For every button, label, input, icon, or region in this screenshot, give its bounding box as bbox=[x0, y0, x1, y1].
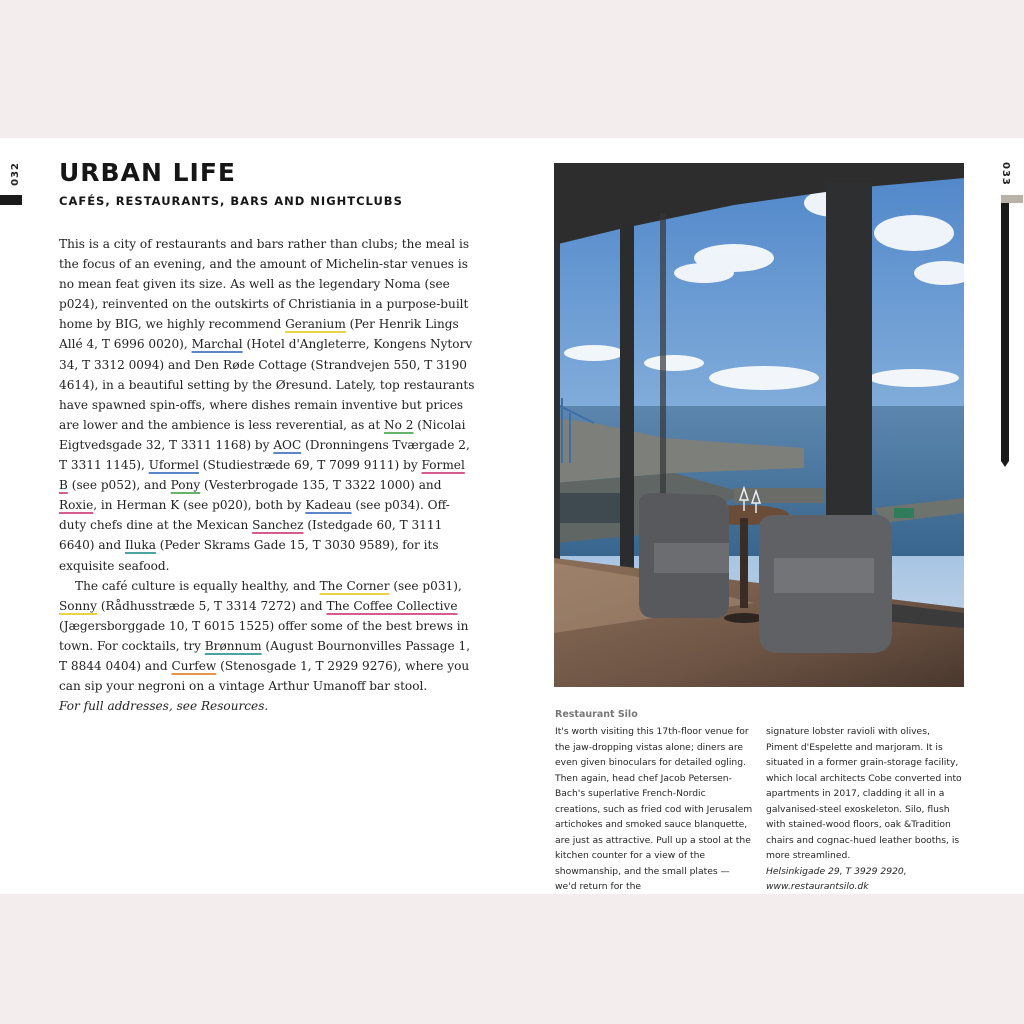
venue-link-bronnum[interactable]: Brønnum bbox=[204, 638, 262, 653]
text-run: , in Herman K (see p020), both by bbox=[93, 498, 306, 513]
venue-link-sonny[interactable]: Sonny bbox=[59, 598, 97, 613]
text-run: (Stenosgade 1, T 2929 9276), where you can sip your negroni on a vintage Arthur Umanoff bar stool. bbox=[59, 658, 470, 694]
right-page-number: 033 bbox=[1000, 162, 1011, 186]
text-run: (Dronningens Tværgade 2, T 3311 1145), bbox=[59, 437, 470, 473]
text-run: (see p052), and bbox=[67, 478, 171, 493]
text-run: (see p034). Off-duty chefs dine at the Mexican bbox=[59, 498, 450, 533]
text-run: (Rådhusstræde 5, T 3314 7272) and bbox=[96, 598, 327, 613]
text-run: This is a city of restaurants and bars rather than clubs; the meal is the focus of an evening, and the amount of Michelin-star venues is no mean feat given its size. As well as the legendary Noma (see p024), reinvented on the outskirts of Christiania in a purpose-built home by BIG, we highly recommend bbox=[59, 237, 470, 332]
text-run: (see p031), bbox=[389, 578, 462, 593]
venue-link-sanchez[interactable]: Sanchez bbox=[252, 518, 304, 533]
venue-link-pony[interactable]: Pony bbox=[170, 478, 201, 493]
caption-column-2 bbox=[766, 724, 964, 895]
venue-link-uformel[interactable]: Uformel bbox=[148, 458, 199, 473]
venue-link-formel-b[interactable]: Formel B bbox=[59, 458, 465, 493]
venue-link-iluka[interactable]: Iluka bbox=[124, 538, 156, 553]
venue-link-aoc[interactable]: AOC bbox=[273, 437, 302, 452]
caption-title: Restaurant Silo bbox=[555, 709, 638, 720]
text-run: (Vesterbrogade 135, T 3322 1000) and bbox=[200, 478, 442, 493]
restaurant-photo-illustration bbox=[554, 163, 964, 687]
page-subtitle: CAFÉS, RESTAURANTS, BARS AND NIGHTCLUBS bbox=[59, 194, 403, 208]
right-rail-accent bbox=[1001, 195, 1023, 203]
caption-website-link[interactable]: www.restaurantsilo.dk bbox=[766, 881, 869, 892]
body-footnote bbox=[59, 696, 475, 716]
page-title: URBAN LIFE bbox=[59, 158, 236, 187]
venue-link-geranium[interactable]: Geranium bbox=[285, 317, 346, 332]
venue-link-no2[interactable]: No 2 bbox=[384, 417, 414, 432]
text-run: (August Bournonvilles Passage 1, T 8844 0404) and bbox=[59, 638, 471, 673]
venue-link-coffee-collective[interactable]: The Coffee Collective bbox=[326, 598, 458, 613]
text-run: (Peder Skrams Gade 15, T 3030 9589), for its exquisite seafood. bbox=[59, 538, 439, 573]
text-run: (Istedgade 60, T 3111 6640) and bbox=[59, 518, 443, 553]
text-run: The café culture is equally healthy, and bbox=[75, 578, 320, 593]
venue-link-curfew[interactable]: Curfew bbox=[171, 658, 217, 673]
caption-address: Helsinkigade 29, T 3929 2920, bbox=[766, 865, 907, 877]
venue-link-kadeau[interactable]: Kadeau bbox=[305, 498, 352, 513]
venue-link-the-corner[interactable]: The Corner bbox=[319, 578, 390, 593]
text-run: (Hotel d'Angleterre, Kongens Nytorv 34, T 3312 0094) and Den Røde Cottage (Strandvejen 550, T 3190 4614), in a beautiful setting by the Øresund. Lately, top restaurants have spawned spin-offs, where dishes remain inventive but prices are lower and the ambience is less reverential, as at bbox=[59, 337, 475, 432]
body-paragraph-1 bbox=[59, 234, 475, 576]
book-spread bbox=[0, 138, 1024, 894]
body-paragraph-2 bbox=[59, 576, 475, 697]
text-run: (Per Henrik Lings Allé 4, T 6996 0020), bbox=[59, 317, 459, 352]
venue-link-roxie[interactable]: Roxie bbox=[59, 498, 94, 513]
footnote-text: For full addresses, see Resources. bbox=[59, 699, 269, 714]
text-run: (Studiestræde 69, T 7099 9111) by bbox=[198, 458, 422, 473]
text-run: (Nicolai Eigtvedsgade 32, T 3311 1168) by bbox=[59, 417, 466, 452]
restaurant-photo bbox=[554, 163, 964, 687]
caption-column-1: It's worth visiting this 17th-floor venue for the jaw-dropping vistas alone; diners are even given binoculars for detailed ogling. Then again, head chef Jacob Petersen-Bach's superlative French-Nordic creations, such as fried cod with Jerusalem artichokes and smoked sauce blanquette, are just as attractive. Pull up a stool at the kitchen counter for a view of the showmanship, and the small plates — we'd return for the bbox=[555, 726, 753, 892]
venue-link-marchal[interactable]: Marchal bbox=[191, 337, 243, 352]
caption-text: signature lobster ravioli with olives, Piment d'Espelette and marjoram. It is situated in a former grain-storage facility, which local architects Cobe converted into apartments in 2017, cladding it all in a galvanised-steel exoskeleton. Silo, flush with stained-wood floors, oak &Tradition chairs and cognac-hued leather booths, is more streamlined. bbox=[766, 726, 962, 861]
left-section-tab bbox=[0, 195, 22, 205]
left-page-number: 032 bbox=[10, 162, 21, 186]
body-text bbox=[59, 234, 475, 716]
text-run: (Jægersborggade 10, T 6015 1525) offer some of the best brews in town. For cocktails, try bbox=[59, 618, 469, 653]
right-progress-rail bbox=[1001, 203, 1009, 461]
